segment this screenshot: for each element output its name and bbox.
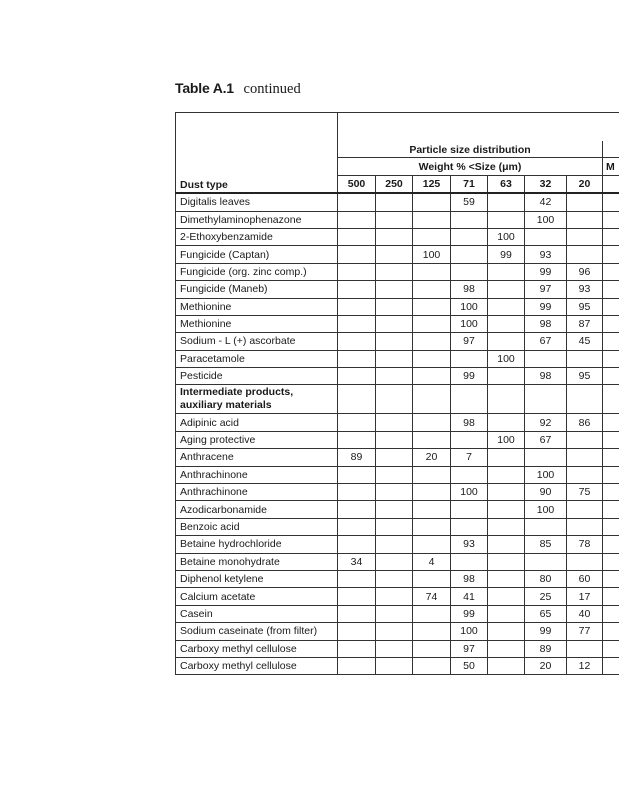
table-row <box>176 449 619 466</box>
value-cell-20 <box>567 449 603 466</box>
value-cell-71 <box>451 263 488 280</box>
value-cell-500 <box>338 246 376 263</box>
value-cell-20: 17 <box>567 588 603 605</box>
header-dust-type: Dust type <box>176 175 338 193</box>
value-cell-125 <box>413 623 451 640</box>
table-row <box>176 657 619 674</box>
value-cell-32: 93 <box>525 246 567 263</box>
table-row <box>176 298 619 315</box>
value-cell-63 <box>488 193 525 211</box>
size-col-32: 32 <box>525 175 567 193</box>
next-column-cell <box>603 431 619 448</box>
value-cell-71 <box>451 501 488 518</box>
value-cell-71: 7 <box>451 449 488 466</box>
dust-type-cell: Methionine <box>176 298 338 315</box>
value-cell-20 <box>567 228 603 245</box>
value-cell-63 <box>488 333 525 350</box>
value-cell-125 <box>413 193 451 211</box>
value-cell-125 <box>413 657 451 674</box>
table-row <box>176 536 619 553</box>
dust-type-cell: Digitalis leaves <box>176 193 338 211</box>
table-row <box>176 281 619 298</box>
value-cell-250 <box>376 414 413 431</box>
value-cell-63 <box>488 640 525 657</box>
value-cell-63 <box>488 281 525 298</box>
value-cell-71: 98 <box>451 570 488 587</box>
value-cell-125 <box>413 350 451 367</box>
value-cell-20 <box>567 466 603 483</box>
value-cell-20 <box>567 211 603 228</box>
dust-type-cell: Carboxy methyl cellulose <box>176 657 338 674</box>
value-cell-20 <box>567 431 603 448</box>
value-cell-71: 100 <box>451 298 488 315</box>
value-cell-250 <box>376 368 413 385</box>
header-next-group <box>603 141 619 158</box>
value-cell-63 <box>488 263 525 280</box>
value-cell-32: 20 <box>525 657 567 674</box>
particle-size-table <box>175 112 619 675</box>
value-cell-32 <box>525 449 567 466</box>
value-cell-250 <box>376 350 413 367</box>
dust-type-cell: Diphenol ketylene <box>176 570 338 587</box>
table-row <box>176 623 619 640</box>
table-row <box>176 246 619 263</box>
dust-type-cell: Pesticide <box>176 368 338 385</box>
table-row <box>176 570 619 587</box>
dust-type-cell: Dimethylaminophenazone <box>176 211 338 228</box>
value-cell-20: 60 <box>567 570 603 587</box>
header-particle-size-distribution: Particle size distribution <box>338 141 603 158</box>
value-cell-63 <box>488 484 525 501</box>
value-cell-125 <box>413 501 451 518</box>
next-column-cell <box>603 315 619 332</box>
header-next-column-fragment: M <box>603 158 619 175</box>
value-cell-71: 99 <box>451 368 488 385</box>
dust-type-cell: Aging protective <box>176 431 338 448</box>
value-cell-250 <box>376 570 413 587</box>
value-cell-250 <box>376 605 413 622</box>
value-cell-250 <box>376 501 413 518</box>
value-cell-500 <box>338 570 376 587</box>
value-cell-250 <box>376 193 413 211</box>
value-cell-500 <box>338 333 376 350</box>
header-dust-type-mid2 <box>176 158 338 175</box>
value-cell-250 <box>376 588 413 605</box>
value-cell-63 <box>488 553 525 570</box>
size-col-250: 250 <box>376 175 413 193</box>
continued-label: continued <box>243 81 301 97</box>
value-cell-63 <box>488 466 525 483</box>
value-cell-32: 100 <box>525 501 567 518</box>
table-caption <box>175 80 301 98</box>
table-row <box>176 350 619 367</box>
next-column-cell <box>603 484 619 501</box>
table-row <box>176 333 619 350</box>
table-row <box>176 484 619 501</box>
next-column-cell <box>603 466 619 483</box>
value-cell-71 <box>451 466 488 483</box>
next-column-cell <box>603 640 619 657</box>
dust-type-cell: Sodium - L (+) ascorbate <box>176 333 338 350</box>
value-cell-125 <box>413 228 451 245</box>
table-row <box>176 466 619 483</box>
value-cell-20: 77 <box>567 623 603 640</box>
value-cell-20: 40 <box>567 605 603 622</box>
dust-type-cell: Adipinic acid <box>176 414 338 431</box>
dust-type-cell: Casein <box>176 605 338 622</box>
dust-type-cell: Betaine monohydrate <box>176 553 338 570</box>
value-cell-32: 80 <box>525 570 567 587</box>
dust-type-cell: Fungicide (org. zinc comp.) <box>176 263 338 280</box>
next-column-cell <box>603 385 619 414</box>
value-cell-20 <box>567 640 603 657</box>
value-cell-125 <box>413 431 451 448</box>
value-cell-20: 87 <box>567 315 603 332</box>
value-cell-500 <box>338 193 376 211</box>
value-cell-63 <box>488 518 525 535</box>
value-cell-32 <box>525 553 567 570</box>
value-cell-71 <box>451 350 488 367</box>
dust-type-cell: Methionine <box>176 315 338 332</box>
value-cell-250 <box>376 466 413 483</box>
table-row <box>176 553 619 570</box>
dust-type-cell: Azodicarbonamide <box>176 501 338 518</box>
value-cell-20: 95 <box>567 368 603 385</box>
value-cell-125 <box>413 570 451 587</box>
value-cell-125 <box>413 315 451 332</box>
value-cell-125: 4 <box>413 553 451 570</box>
size-col-20: 20 <box>567 175 603 193</box>
value-cell-500 <box>338 484 376 501</box>
dust-type-cell: Carboxy methyl cellulose <box>176 640 338 657</box>
value-cell-250 <box>376 431 413 448</box>
value-cell-71: 100 <box>451 623 488 640</box>
header-dust-type-mid <box>176 141 338 158</box>
table-row <box>176 605 619 622</box>
value-cell-71 <box>451 228 488 245</box>
value-cell-32: 67 <box>525 333 567 350</box>
value-cell-63 <box>488 605 525 622</box>
value-cell-32: 98 <box>525 368 567 385</box>
value-cell-20 <box>567 193 603 211</box>
section-heading: Intermediate products, auxiliary materials <box>176 385 338 414</box>
header-weight-percent-size: Weight % <Size (μm) <box>338 158 603 175</box>
value-cell-500 <box>338 536 376 553</box>
next-column-cell <box>603 263 619 280</box>
value-cell-500: 89 <box>338 449 376 466</box>
dust-type-cell: Anthracene <box>176 449 338 466</box>
table-body <box>176 193 619 675</box>
value-cell-500 <box>338 640 376 657</box>
value-cell-32: 85 <box>525 536 567 553</box>
value-cell-32: 100 <box>525 466 567 483</box>
value-cell-32 <box>525 385 567 414</box>
value-cell-20 <box>567 553 603 570</box>
dust-type-cell: Benzoic acid <box>176 518 338 535</box>
value-cell-500 <box>338 431 376 448</box>
value-cell-250 <box>376 246 413 263</box>
value-cell-63: 100 <box>488 228 525 245</box>
value-cell-32: 99 <box>525 298 567 315</box>
value-cell-32 <box>525 228 567 245</box>
value-cell-63 <box>488 315 525 332</box>
value-cell-500 <box>338 623 376 640</box>
value-cell-500 <box>338 501 376 518</box>
value-cell-71: 100 <box>451 484 488 501</box>
size-col-500: 500 <box>338 175 376 193</box>
next-column-cell <box>603 588 619 605</box>
value-cell-63 <box>488 588 525 605</box>
header-top-blank <box>338 113 619 142</box>
value-cell-250 <box>376 536 413 553</box>
next-column-cell <box>603 193 619 211</box>
value-cell-125: 20 <box>413 449 451 466</box>
value-cell-20: 93 <box>567 281 603 298</box>
value-cell-125 <box>413 605 451 622</box>
value-cell-500 <box>338 315 376 332</box>
value-cell-500 <box>338 228 376 245</box>
next-column-cell <box>603 657 619 674</box>
value-cell-125 <box>413 466 451 483</box>
value-cell-71 <box>451 385 488 414</box>
value-cell-71: 97 <box>451 640 488 657</box>
dust-type-cell: Sodium caseinate (from filter) <box>176 623 338 640</box>
value-cell-32: 67 <box>525 431 567 448</box>
dust-type-cell: 2-Ethoxybenzamide <box>176 228 338 245</box>
table-row <box>176 431 619 448</box>
next-column-cell <box>603 570 619 587</box>
dust-type-cell: Calcium acetate <box>176 588 338 605</box>
table-row <box>176 263 619 280</box>
value-cell-125 <box>413 385 451 414</box>
value-cell-32: 97 <box>525 281 567 298</box>
value-cell-500 <box>338 466 376 483</box>
value-cell-250 <box>376 449 413 466</box>
header-dust-type-top <box>176 113 338 142</box>
next-column-cell <box>603 246 619 263</box>
value-cell-71 <box>451 518 488 535</box>
value-cell-125: 100 <box>413 246 451 263</box>
value-cell-125 <box>413 263 451 280</box>
value-cell-500 <box>338 263 376 280</box>
dust-type-cell: Anthrachinone <box>176 484 338 501</box>
value-cell-125 <box>413 281 451 298</box>
value-cell-125 <box>413 640 451 657</box>
value-cell-63: 99 <box>488 246 525 263</box>
value-cell-63 <box>488 536 525 553</box>
next-column-cell <box>603 228 619 245</box>
next-column-cell <box>603 605 619 622</box>
value-cell-71: 100 <box>451 315 488 332</box>
table-row <box>176 518 619 535</box>
value-cell-32 <box>525 350 567 367</box>
dust-type-cell: Fungicide (Captan) <box>176 246 338 263</box>
value-cell-20 <box>567 501 603 518</box>
value-cell-71: 99 <box>451 605 488 622</box>
value-cell-500 <box>338 211 376 228</box>
size-col-71: 71 <box>451 175 488 193</box>
value-cell-32: 99 <box>525 263 567 280</box>
size-col-next <box>603 175 619 193</box>
size-col-63: 63 <box>488 175 525 193</box>
table-row <box>176 368 619 385</box>
value-cell-63 <box>488 501 525 518</box>
value-cell-63 <box>488 657 525 674</box>
size-col-125: 125 <box>413 175 451 193</box>
table-row <box>176 640 619 657</box>
value-cell-71: 50 <box>451 657 488 674</box>
next-column-cell <box>603 368 619 385</box>
next-column-cell <box>603 211 619 228</box>
value-cell-250 <box>376 640 413 657</box>
value-cell-71 <box>451 431 488 448</box>
value-cell-250 <box>376 315 413 332</box>
value-cell-125 <box>413 298 451 315</box>
value-cell-63 <box>488 298 525 315</box>
value-cell-125 <box>413 211 451 228</box>
value-cell-500 <box>338 588 376 605</box>
value-cell-250 <box>376 333 413 350</box>
value-cell-20 <box>567 350 603 367</box>
value-cell-500 <box>338 281 376 298</box>
dust-type-cell: Paracetamole <box>176 350 338 367</box>
value-cell-500 <box>338 657 376 674</box>
table-row <box>176 211 619 228</box>
value-cell-32: 98 <box>525 315 567 332</box>
value-cell-32: 89 <box>525 640 567 657</box>
next-column-cell <box>603 536 619 553</box>
next-column-cell <box>603 501 619 518</box>
value-cell-125: 74 <box>413 588 451 605</box>
value-cell-20: 78 <box>567 536 603 553</box>
value-cell-71: 93 <box>451 536 488 553</box>
table-container <box>175 112 619 678</box>
next-column-cell <box>603 281 619 298</box>
next-column-cell <box>603 414 619 431</box>
value-cell-71 <box>451 246 488 263</box>
table-row <box>176 588 619 605</box>
next-column-cell <box>603 449 619 466</box>
value-cell-500 <box>338 350 376 367</box>
value-cell-20 <box>567 518 603 535</box>
value-cell-32: 42 <box>525 193 567 211</box>
dust-type-cell: Betaine hydrochloride <box>176 536 338 553</box>
value-cell-71: 98 <box>451 414 488 431</box>
value-cell-500 <box>338 414 376 431</box>
value-cell-63 <box>488 623 525 640</box>
value-cell-125 <box>413 484 451 501</box>
value-cell-125 <box>413 414 451 431</box>
value-cell-20: 12 <box>567 657 603 674</box>
value-cell-71: 98 <box>451 281 488 298</box>
value-cell-71: 41 <box>451 588 488 605</box>
value-cell-500 <box>338 385 376 414</box>
next-column-cell <box>603 623 619 640</box>
value-cell-20 <box>567 385 603 414</box>
value-cell-32: 92 <box>525 414 567 431</box>
value-cell-250 <box>376 518 413 535</box>
table-row <box>176 193 619 211</box>
value-cell-125 <box>413 518 451 535</box>
next-column-cell <box>603 518 619 535</box>
value-cell-125 <box>413 368 451 385</box>
value-cell-20: 86 <box>567 414 603 431</box>
value-cell-500 <box>338 605 376 622</box>
dust-type-cell: Anthrachinone <box>176 466 338 483</box>
next-column-cell <box>603 350 619 367</box>
next-column-cell <box>603 298 619 315</box>
value-cell-63 <box>488 414 525 431</box>
value-cell-63: 100 <box>488 350 525 367</box>
table-number: Table A.1 <box>175 80 234 96</box>
value-cell-250 <box>376 281 413 298</box>
next-column-cell <box>603 333 619 350</box>
table-row <box>176 501 619 518</box>
value-cell-125 <box>413 536 451 553</box>
value-cell-20: 75 <box>567 484 603 501</box>
value-cell-500: 34 <box>338 553 376 570</box>
value-cell-71 <box>451 211 488 228</box>
value-cell-500 <box>338 518 376 535</box>
value-cell-250 <box>376 228 413 245</box>
value-cell-71: 59 <box>451 193 488 211</box>
value-cell-250 <box>376 623 413 640</box>
value-cell-20: 95 <box>567 298 603 315</box>
table-row <box>176 414 619 431</box>
value-cell-250 <box>376 298 413 315</box>
value-cell-63 <box>488 211 525 228</box>
table-row <box>176 385 619 414</box>
value-cell-250 <box>376 385 413 414</box>
value-cell-32 <box>525 518 567 535</box>
value-cell-63 <box>488 368 525 385</box>
value-cell-32: 65 <box>525 605 567 622</box>
value-cell-20 <box>567 246 603 263</box>
value-cell-20: 96 <box>567 263 603 280</box>
value-cell-32: 90 <box>525 484 567 501</box>
value-cell-250 <box>376 657 413 674</box>
value-cell-500 <box>338 368 376 385</box>
next-column-cell <box>603 553 619 570</box>
dust-type-cell: Fungicide (Maneb) <box>176 281 338 298</box>
value-cell-63 <box>488 449 525 466</box>
value-cell-20: 45 <box>567 333 603 350</box>
value-cell-250 <box>376 553 413 570</box>
value-cell-250 <box>376 211 413 228</box>
value-cell-71: 97 <box>451 333 488 350</box>
value-cell-32: 100 <box>525 211 567 228</box>
value-cell-63 <box>488 570 525 587</box>
value-cell-500 <box>338 298 376 315</box>
table-row <box>176 315 619 332</box>
value-cell-71 <box>451 553 488 570</box>
value-cell-32: 99 <box>525 623 567 640</box>
value-cell-63: 100 <box>488 431 525 448</box>
value-cell-250 <box>376 263 413 280</box>
value-cell-32: 25 <box>525 588 567 605</box>
value-cell-250 <box>376 484 413 501</box>
table-row <box>176 228 619 245</box>
value-cell-125 <box>413 333 451 350</box>
value-cell-63 <box>488 385 525 414</box>
